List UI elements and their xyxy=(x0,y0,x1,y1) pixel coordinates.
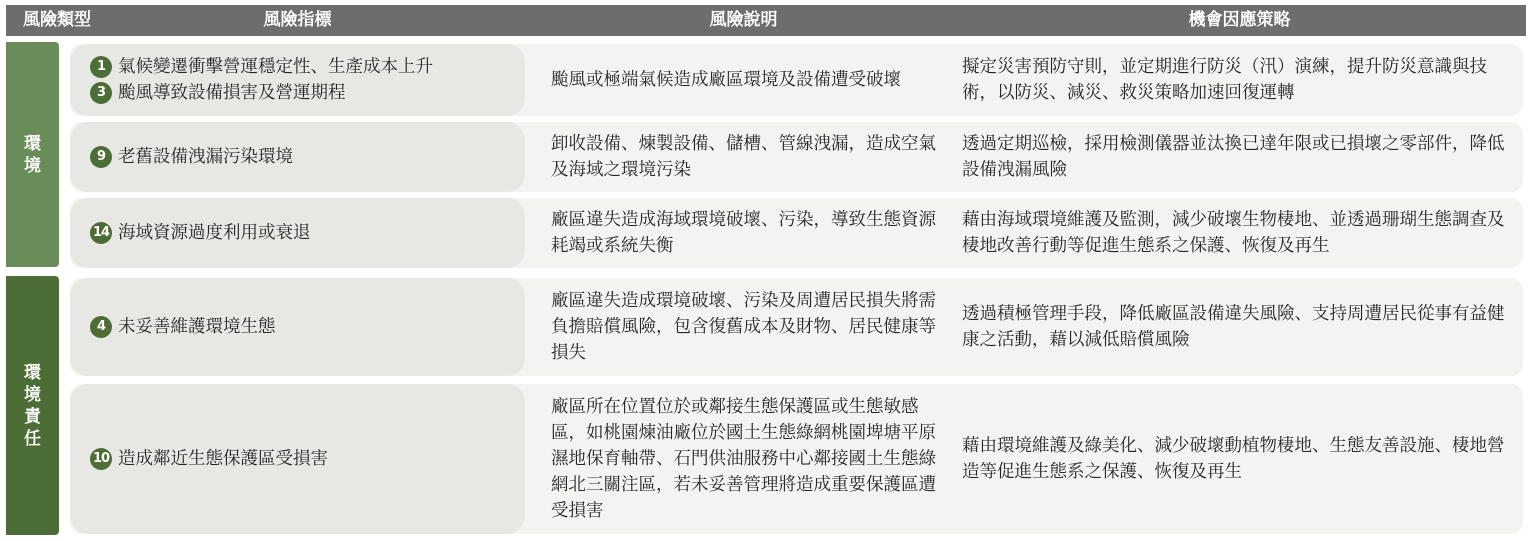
indicator-number-badge: 9 xyxy=(90,146,112,168)
header-risk-description: 風險說明 xyxy=(709,10,778,30)
risk-description: 颱風或極端氣候造成廠區環境及設備遭受破壞 xyxy=(551,70,901,90)
risk-indicator xyxy=(90,80,525,106)
indicator-text: 老舊設備洩漏污染環境 xyxy=(118,147,293,167)
response-strategy: 擬定災害預防守則，並定期進行防災（汛）演練，提升防災意識與技術，以防災、減災、救災策略加速回復運轉 xyxy=(962,57,1487,103)
indicator-number-badge: 3 xyxy=(90,82,112,104)
indicator-number-badge: 14 xyxy=(90,222,112,244)
table-header xyxy=(6,5,1526,36)
header-risk-indicator: 風險指標 xyxy=(263,10,332,30)
indicator-number-badge: 4 xyxy=(90,316,112,338)
risk-indicator-cell xyxy=(70,122,525,192)
response-strategy: 透過定期巡檢，採用檢測儀器並汰換已達年限或已損壞之零部件，降低設備洩漏風險 xyxy=(962,134,1505,180)
indicator-number-badge: 10 xyxy=(90,448,112,470)
indicator-text: 未妥善維護環境生態 xyxy=(118,317,276,337)
category-env-responsibility-label: 環境責任 xyxy=(24,362,41,449)
risk-indicator-cell xyxy=(70,198,525,268)
risk-indicator xyxy=(90,220,525,246)
indicator-text: 氣候變遷衝擊營運穩定性、生產成本上升 xyxy=(118,57,433,77)
risk-indicator xyxy=(90,54,525,80)
response-strategy: 藉由海域環境維護及監測，減少破壞生物棲地、並透過珊瑚生態調查及棲地改善行動等促進生態系之保護、恢復及再生 xyxy=(962,210,1505,256)
risk-description: 廠區違失造成環境破壞、污染及周遭居民損失將需負擔賠償風險，包含復舊成本及財物、居民健康等損失 xyxy=(551,291,936,363)
indicator-text: 颱風導致設備損害及營運期程 xyxy=(118,83,346,103)
risk-description: 卸收設備、煉製設備、儲槽、管線洩漏，造成空氣及海域之環境污染 xyxy=(551,134,936,180)
risk-indicator-cell xyxy=(70,44,525,116)
indicator-number-badge: 1 xyxy=(90,56,112,78)
indicator-text: 海域資源過度利用或衰退 xyxy=(118,223,311,243)
category-environment xyxy=(6,42,59,267)
risk-indicator xyxy=(90,446,525,472)
header-risk-type: 風險類型 xyxy=(23,10,91,30)
risk-description: 廠區違失造成海域環境破壞、污染，導致生態資源耗竭或系統失衡 xyxy=(551,210,936,256)
risk-indicator xyxy=(90,314,525,340)
category-env-responsibility xyxy=(6,276,59,535)
indicator-text: 造成鄰近生態保護區受損害 xyxy=(118,449,328,469)
risk-indicator xyxy=(90,144,525,170)
risk-indicator-cell xyxy=(70,278,525,376)
risk-indicator-cell xyxy=(70,384,525,534)
category-environment-label: 環境 xyxy=(24,133,41,176)
response-strategy: 藉由環境維護及綠美化、減少破壞動植物棲地、生態友善設施、棲地營造等促進生態系之保護、恢復及再生 xyxy=(962,436,1505,482)
risk-description: 廠區所在位置位於或鄰接生態保護區或生態敏感區，如桃園煉油廠位於國土生態綠網桃園埤塘平原濕地保育軸帶、石門供油服務中心鄰接國土生態綠網北三關注區，若未妥善管理將造成重要保護區遭受損害 xyxy=(551,397,936,521)
response-strategy: 透過積極管理手段，降低廠區設備違失風險、支持周遭居民從事有益健康之活動，藉以減低賠償風險 xyxy=(962,304,1505,350)
header-strategy: 機會因應策略 xyxy=(1188,10,1291,30)
